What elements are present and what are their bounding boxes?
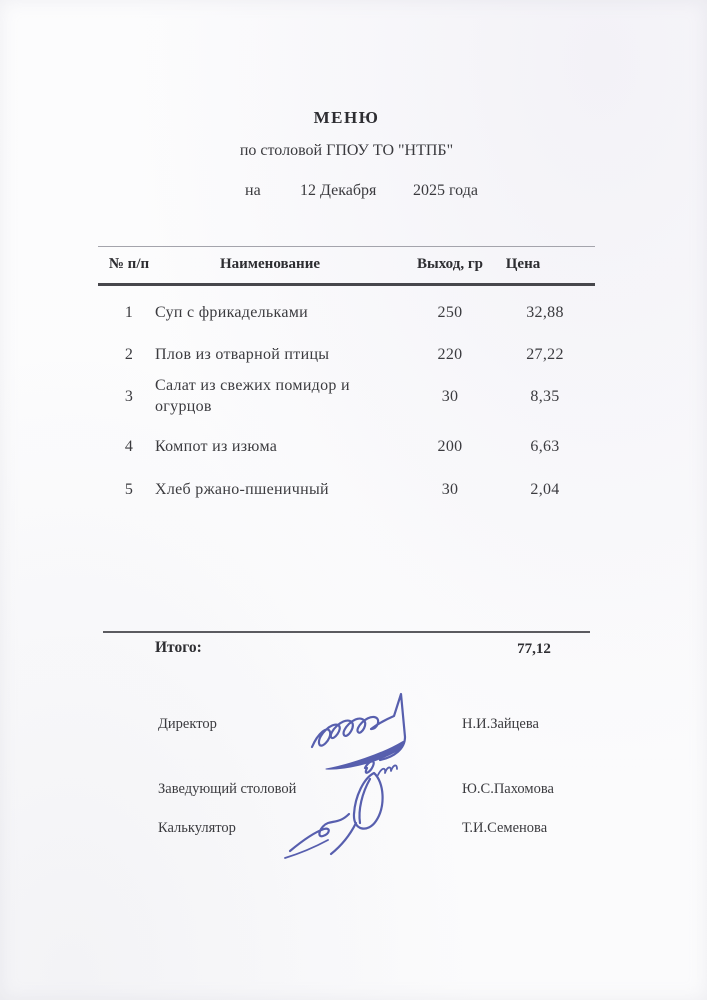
dish-price: 8,35 (530, 388, 560, 405)
total-label: Итого: (155, 639, 202, 656)
dish-name: Плов из отварной птицы (155, 346, 330, 363)
dish-weight: 250 (437, 304, 463, 321)
manager-signature-tail (331, 823, 356, 854)
header-weight: Выход, гр (417, 256, 483, 272)
signature-name: Ю.С.Пахомова (462, 781, 554, 797)
signature-name: Н.И.Зайцева (462, 716, 539, 732)
signature-role: Заведующий столовой (158, 781, 297, 797)
header-name: Наименование (220, 256, 320, 272)
total-value: 77,12 (517, 641, 551, 657)
total-rule (103, 631, 590, 633)
dish-price: 6,63 (530, 438, 560, 455)
dish-weight: 200 (437, 438, 463, 455)
signature-role: Калькулятор (158, 820, 236, 836)
row-number: 2 (124, 346, 134, 363)
dish-name: Салат из свежих помидор и огурцов (155, 377, 350, 415)
row-number: 5 (124, 481, 134, 498)
dish-weight: 30 (441, 388, 459, 405)
header-price: Цена (505, 256, 541, 272)
row-number: 1 (124, 304, 134, 321)
document-subtitle: по столовой ГПОУ ТО "НТПБ" (239, 142, 454, 159)
signature-name: Т.И.Семенова (462, 820, 548, 836)
dish-weight: 220 (437, 346, 463, 363)
document-title: МЕНЮ (313, 108, 380, 127)
signature-role: Директор (158, 716, 217, 732)
row-number: 4 (124, 438, 134, 455)
header-num: № п/п (108, 256, 150, 272)
table-header-rule (98, 283, 595, 286)
dish-name: Хлеб ржано-пшеничный (155, 481, 329, 498)
dish-weight: 30 (441, 481, 459, 498)
row-number: 3 (124, 388, 134, 405)
table-top-rule (98, 246, 595, 247)
date-prefix: на (245, 182, 261, 199)
dish-price: 2,04 (530, 481, 560, 498)
manager-signature-marks (378, 765, 397, 775)
handwritten-signatures-ink (270, 675, 460, 865)
dish-price: 27,22 (526, 346, 564, 363)
dish-name: Суп с фрикадельками (155, 304, 309, 321)
table-header-row (98, 256, 595, 278)
date-year: 2025 года (413, 182, 478, 199)
dish-name: Компот из изюма (155, 438, 278, 455)
date-line (0, 182, 707, 202)
dish-price: 32,88 (526, 304, 564, 321)
date-value: 12 Декабря (300, 182, 377, 199)
